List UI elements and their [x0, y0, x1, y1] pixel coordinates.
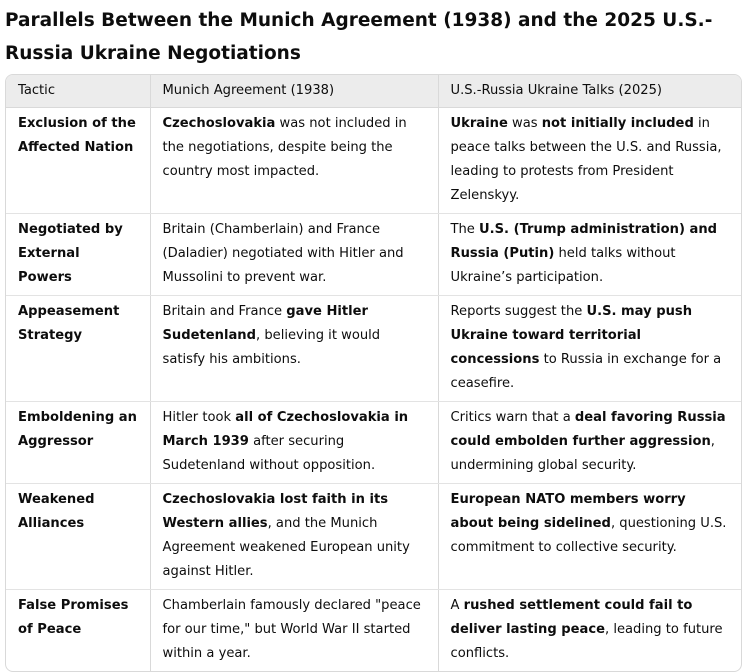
table-row	[6, 296, 741, 402]
cell-text: was	[507, 116, 542, 131]
bold-text: not initially included	[541, 116, 694, 131]
cell-text: Britain (Chamberlain) and France (Daladier) negotiated with Hitler and Mussolini to prevent war.	[162, 222, 404, 285]
table-row	[6, 402, 741, 484]
table-row	[6, 214, 741, 296]
cell-talks	[438, 590, 741, 672]
cell-text: in peace talks between the U.S. and Russia, leading to protests from President Zelenskyy.	[450, 116, 722, 203]
cell-tactic: Exclusion of the Affected Nation	[6, 108, 150, 214]
cell-text: Reports suggest the	[450, 304, 587, 319]
comparison-table-container	[5, 74, 742, 672]
cell-text: , and the Munich Agreement weakened European unity against Hitler.	[162, 516, 410, 579]
cell-text: A	[450, 598, 464, 613]
cell-tactic: Weakened Alliances	[6, 484, 150, 590]
table-header-row	[6, 75, 741, 108]
cell-munich	[150, 484, 438, 590]
header-tactic: Tactic	[6, 75, 150, 108]
header-talks: U.S.-Russia Ukraine Talks (2025)	[438, 75, 741, 108]
bold-text: gave Hitler Sudetenland	[162, 304, 368, 343]
bold-text: European NATO members worry about being sidelined	[450, 492, 686, 531]
cell-munich	[150, 296, 438, 402]
cell-talks	[438, 108, 741, 214]
bold-text: U.S. may push Ukraine toward territorial concessions	[450, 304, 693, 367]
cell-text: was not included in the negotiations, despite being the country most impacted.	[162, 116, 407, 179]
table-body	[6, 108, 741, 672]
cell-talks	[438, 402, 741, 484]
cell-text: , leading to future conflicts.	[450, 622, 723, 661]
comparison-table	[6, 75, 741, 671]
cell-talks	[438, 214, 741, 296]
bold-text: rushed settlement could fail to deliver lasting peace	[450, 598, 693, 637]
cell-text: to Russia in exchange for a ceasefire.	[450, 352, 722, 391]
table-row	[6, 484, 741, 590]
bold-text: Czechoslovakia	[162, 116, 276, 131]
bold-text: Czechoslovakia lost faith in its Western allies	[162, 492, 389, 531]
cell-munich	[150, 214, 438, 296]
cell-text: , believing it would satisfy his ambitions.	[162, 328, 381, 367]
cell-text: , questioning U.S. commitment to collective security.	[450, 516, 727, 555]
cell-talks	[438, 484, 741, 590]
cell-munich	[150, 402, 438, 484]
cell-text: Chamberlain famously declared "peace for our time," but World War II started within a year.	[162, 598, 421, 661]
table-row	[6, 108, 741, 214]
cell-talks	[438, 296, 741, 402]
cell-text: , undermining global security.	[450, 434, 715, 473]
cell-text: Critics warn that a	[450, 410, 575, 425]
cell-tactic: Appeasement Strategy	[6, 296, 150, 402]
cell-tactic: False Promises of Peace	[18, 598, 129, 637]
bold-text: deal favoring Russia could embolden further aggression	[450, 410, 726, 449]
cell-text: Hitler took	[162, 410, 236, 425]
bold-text: U.S. (Trump administration) and Russia (Putin)	[450, 222, 718, 261]
cell-text: after securing Sudetenland without opposition.	[162, 434, 376, 473]
cell-text: held talks without Ukraine’s participation.	[450, 246, 676, 285]
cell-text: The	[450, 222, 480, 237]
bold-text: all of Czechoslovakia in March 1939	[162, 410, 409, 449]
cell-tactic: Negotiated by External Powers	[6, 214, 150, 296]
cell-munich	[150, 590, 438, 672]
bold-text: Ukraine	[450, 116, 508, 131]
cell-tactic: Emboldening an Aggressor	[6, 402, 150, 484]
table-row	[6, 590, 741, 672]
header-munich: Munich Agreement (1938)	[150, 75, 438, 108]
cell-munich	[150, 108, 438, 214]
cell-text: Britain and France	[162, 304, 287, 319]
page-title: Parallels Between the Munich Agreement (1938) and the 2025 U.S.-Russia Ukraine Negotiations	[5, 10, 713, 64]
